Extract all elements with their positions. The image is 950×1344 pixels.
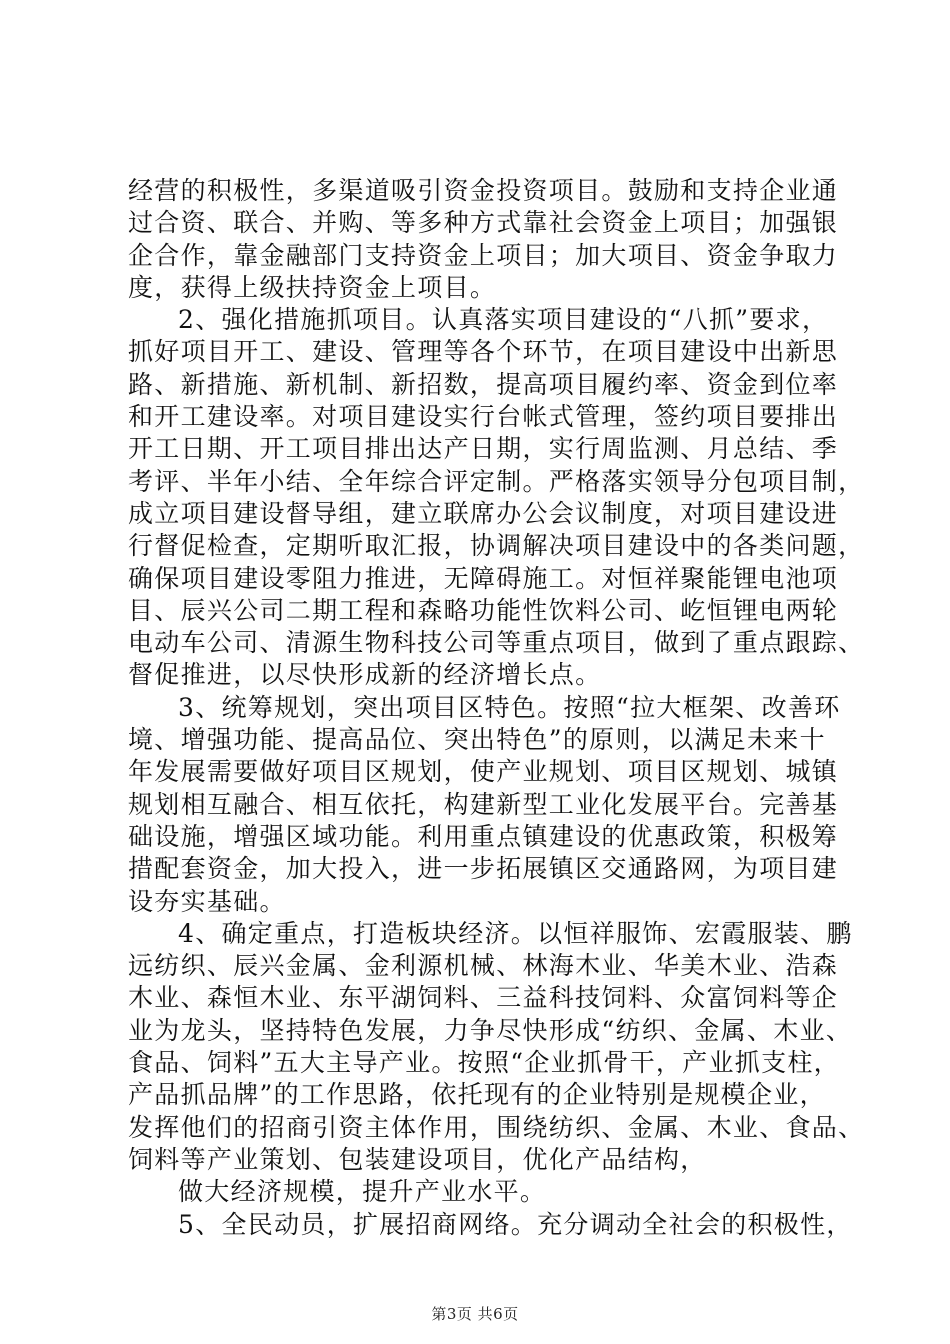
text-line: 产品抓品牌”的工作思路，依托现有的企业特别是规模企业， [128,1080,826,1110]
text-line: 经营的积极性，多渠道吸引资金投资项目。鼓励和支持企业通 [128,176,839,205]
text-line: 开工日期、开工项目排出达产日期，实行周监测、月总结、季 [128,434,839,464]
body-text [128,175,865,1241]
text-line: 饲料等产业策划、包装建设项目，优化产品结构， [128,1144,707,1174]
text-line: 电动车公司、清源生物科技公司等重点项目，做到了重点跟踪、 [128,628,865,658]
text-line: 业为龙头，坚持特色发展，力争尽快形成“纺织、金属、木业、 [128,1015,853,1045]
text-line: 5、全民动员，扩展招商网络。充分调动全社会的积极性， [178,1209,853,1239]
text-line: 路、新措施、新机制、新招数，提高项目履约率、资金到位率 [128,369,839,399]
text-line: 木业、森恒木业、东平湖饲料、三益科技饲料、众富饲料等企 [128,983,839,1013]
text-line: 4、确定重点，打造板块经济。以恒祥服饰、宏霞服装、鹏 [178,918,853,948]
text-line: 和开工建设率。对项目建设实行台帐式管理，签约项目要排出 [128,402,839,432]
text-line: 考评、半年小结、全年综合评定制。严格落实领导分包项目制， [128,466,865,496]
text-line: 抓好项目开工、建设、管理等各个环节，在项目建设中出新思 [128,337,839,367]
text-line: 措配套资金，加大投入，进一步拓展镇区交通路网，为项目建 [128,854,839,884]
text-line: 行督促检查，定期听取汇报，协调解决项目建设中的各类问题， [128,531,865,561]
text-line: 规划相互融合、相互依托，构建新型工业化发展平台。完善基 [128,789,839,819]
text-line: 目、辰兴公司二期工程和森略功能性饮料公司、屹恒锂电两轮 [128,595,839,625]
text-line: 设夯实基础。 [128,886,286,916]
text-line: 成立项目建设督导组，建立联席办公会议制度，对项目建设进 [128,498,839,528]
text-line: 年发展需要做好项目区规划，使产业规划、项目区规划、城镇 [128,757,839,787]
text-line: 做大经济规模，提升产业水平。 [178,1177,547,1207]
text-line: 2、强化措施抓项目。认真落实项目建设的“八抓”要求， [178,305,829,335]
text-line: 督促推进，以尽快形成新的经济增长点。 [128,660,602,690]
text-line: 发挥他们的招商引资主体作用，围绕纺织、金属、木业、食品、 [128,1112,865,1142]
text-line: 境、增强功能、提高品位、突出特色”的原则，以满足未来十 [128,725,826,755]
text-line: 3、统筹规划，突出项目区特色。按照“拉大框架、改善环 [178,692,841,722]
text-line: 度，获得上级扶持资金上项目。 [128,272,497,302]
text-line: 企合作，靠金融部门支持资金上项目；加大项目、资金争取力 [128,240,839,270]
text-line: 础设施，增强区域功能。利用重点镇建设的优惠政策，积极筹 [128,821,839,851]
text-line: 确保项目建设零阻力推进，无障碍施工。对恒祥聚能锂电池项 [128,563,839,593]
text-line: 远纺织、辰兴金属、金利源机械、林海木业、华美木业、浩森 [128,951,839,981]
text-line: 食品、饲料”五大主导产业。按照“企业抓骨干，产业抓支柱， [128,1048,840,1078]
text-line: 过合资、联合、并购、等多种方式靠社会资金上项目；加强银 [128,208,839,238]
page-footer: 第3页 共6页 [431,1305,519,1323]
